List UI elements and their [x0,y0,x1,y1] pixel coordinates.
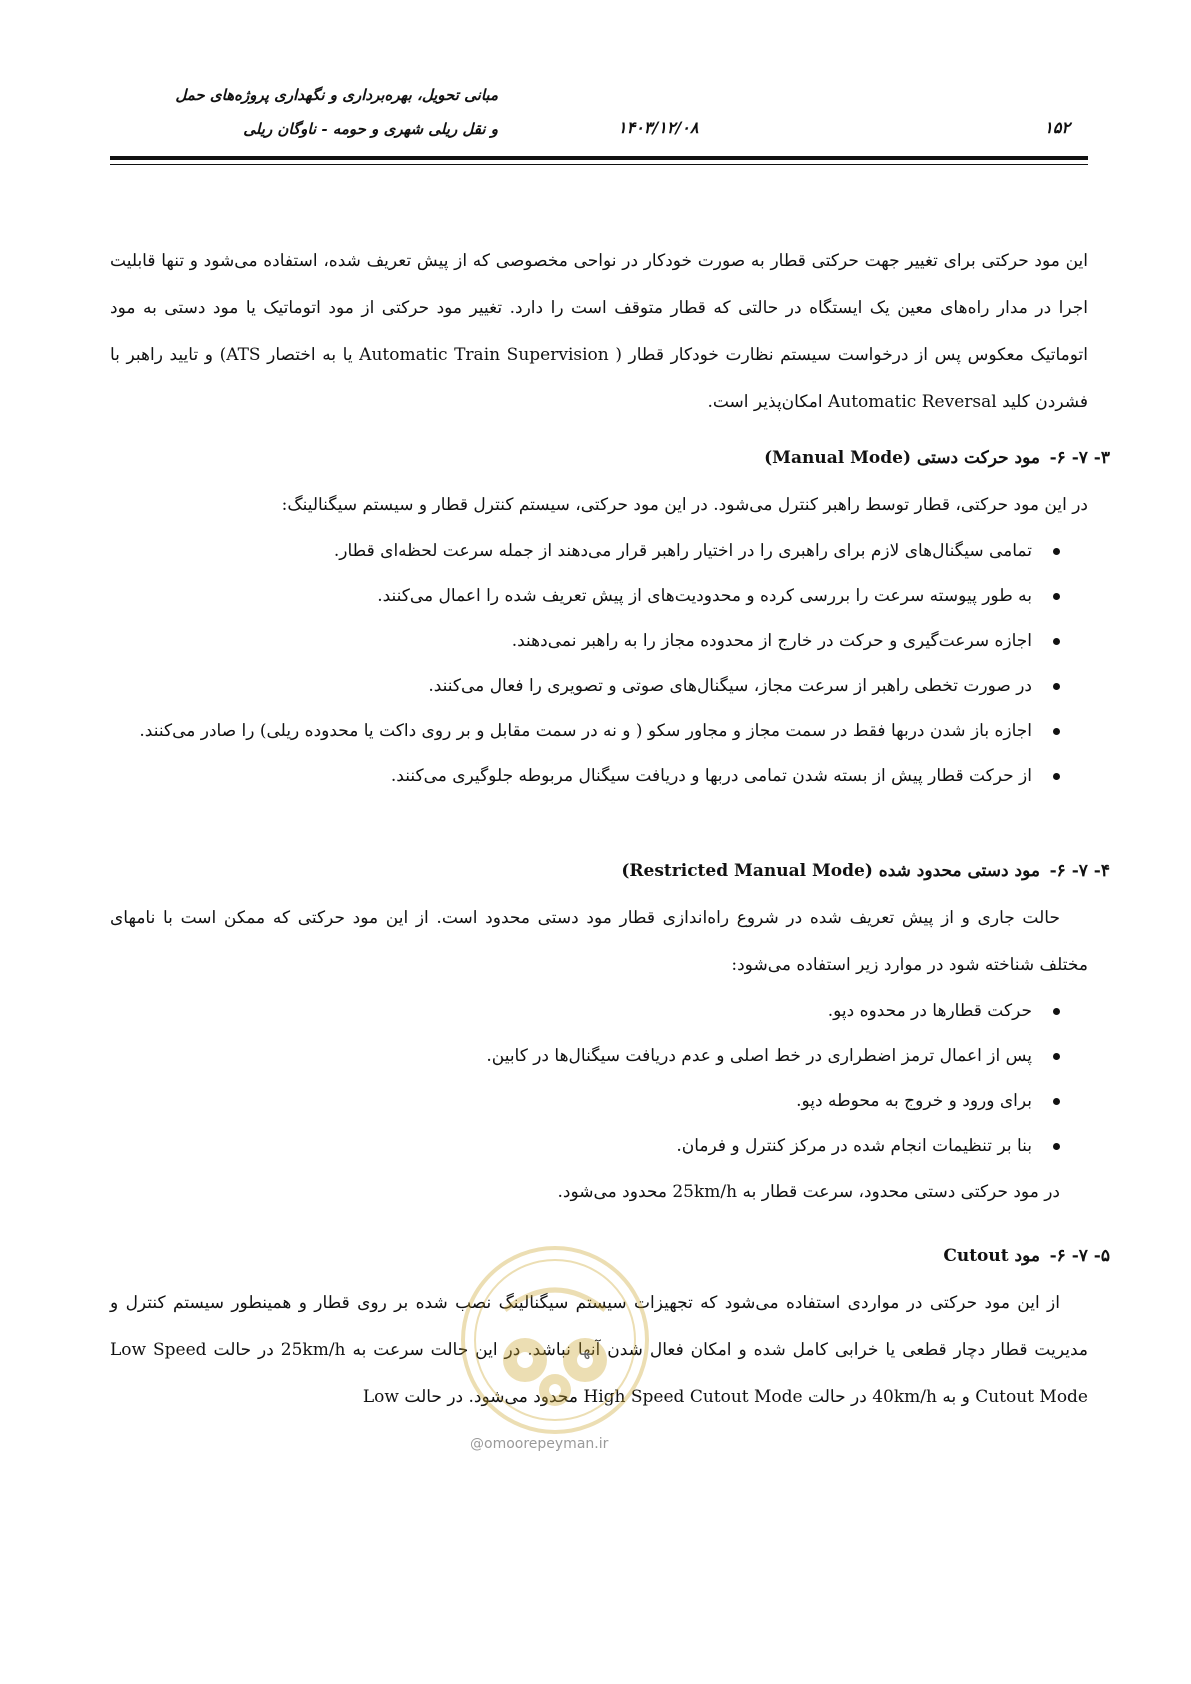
bullet-icon [1053,1143,1060,1150]
list-item: اجازه سرعت‌گیری و حرکت در خارج از محدوده مجاز را به راهبر نمی‌دهند. [110,619,1060,664]
bullet-icon [1053,728,1060,735]
section-heading-restricted-manual-mode [110,847,1110,895]
page-number: ۱۵۲ [1044,118,1070,137]
section-number: -۶ -۷ -۵ [1049,1246,1110,1266]
bullet-icon [1053,1008,1060,1015]
section-lead: در این مود حرکتی، قطار توسط راهبر کنترل می‌شود. در این مود حرکتی، سیستم کنترل قطار و سیستم سیگنالینگ: [281,495,1088,515]
bullet-list-restricted-mode [110,989,1088,1169]
header-date: ۱۴۰۳/۱۲/۰۸ [618,118,699,137]
list-item: تمامی سیگنال‌های لازم برای راهبری را در اختیار راهبر قرار می‌دهند از جمله سرعت لحظه‌ای قطار. [110,529,1060,574]
section-title: مود حرکت دستی (Manual Mode) [764,448,1040,468]
header-title-line1: مبانی تحویل، بهره‌برداری و نگهداری پروژه‌های حمل [175,86,498,104]
bullet-icon [1053,593,1060,600]
bullet-list-manual-mode [110,529,1088,799]
bullet-icon [1053,773,1060,780]
page-header [110,82,1088,152]
bullet-icon [1053,1053,1060,1060]
watermark-url: @omoorepeyman.ir [470,1436,609,1452]
list-item: برای ورود و خروج به محوطه دپو. [110,1079,1060,1124]
section-title: مود Cutout [943,1246,1040,1266]
section-heading-manual-mode [110,434,1110,482]
list-item: بنا بر تنظیمات انجام شده در مرکز کنترل و فرمان. [110,1124,1060,1169]
bullet-icon [1053,1098,1060,1105]
intro-paragraph: این مود حرکتی برای تغییر جهت حرکتی قطار به صورت خودکار در نواحی مخصوصی که از پیش تعریف شده، استفاده می‌شود و تنها قابلیت اجرا در مدار راه‌های معین یک ایستگاه در حالتی که قطار متوقف است را دارد. تغییر مود حرکتی از مود اتوماتیک یا مود دستی به مود اتوماتیک معکوس پس از درخواست سیستم نظارت خودکار قطار ( Automatic Train Supervision یا به اختصار ATS) و تایید راهبر با فشردن کلید Automatic Reversal امکان‌پذیر است. [110,251,1088,412]
section-lead: حالت جاری و از پیش تعریف شده در شروع راه‌اندازی قطار مود دستی محدود است. از این مود حرکتی که ممکن است با نامهای مختلف شناخته شود در موارد زیر استفاده می‌شود: [110,908,1088,975]
section-number: -۶ -۷ -۳ [1049,448,1110,468]
section-paragraph: از این مود حرکتی در مواردی استفاده می‌شود که تجهیزات سیستم سیگنالینگ نصب شده بر روی قطار و همینطور سیستم کنترل و مدیریت قطار دچار قطعی یا خرابی کامل شده و امکان فعال شدن آنها نباشد. در این حالت سرعت به 25km/h در حالت Low Speed Cutout Mode و به 40km/h در حالت High Speed Cutout Mode محدود می‌شود. در حالت Low [110,1293,1088,1407]
list-item: اجازه باز شدن دربها فقط در سمت مجاز و مجاور سکو ( و نه در سمت مقابل و بر روی داکت یا محدوده ریلی) را صادر می‌کنند. [110,709,1088,754]
header-rule-thick [110,156,1088,160]
header-title-line2: و نقل ریلی شهری و حومه - ناوگان ریلی [243,120,498,138]
bullet-icon [1053,638,1060,645]
section-closing: در مود حرکتی دستی محدود، سرعت قطار به 25km/h محدود می‌شود. [557,1182,1060,1202]
list-item: پس از اعمال ترمز اضطراری در خط اصلی و عدم دریافت سیگنال‌ها در کابین. [110,1034,1060,1079]
section-number: -۶ -۷ -۴ [1049,861,1110,881]
list-item: به طور پیوسته سرعت را بررسی کرده و محدودیت‌های از پیش تعریف شده را اعمال می‌کنند. [110,574,1060,619]
header-rule-thin [110,164,1088,165]
section-title: مود دستی محدود شده (Restricted Manual Mode) [621,861,1040,881]
bullet-icon [1053,683,1060,690]
list-item: حرکت قطارها در محدوه دپو. [110,989,1060,1034]
list-item: از حرکت قطار پیش از بسته شدن تمامی دربها و دریافت سیگنال مربوطه جلوگیری می‌کنند. [110,754,1060,799]
watermark-logo-icon [455,1240,655,1440]
bullet-icon [1053,548,1060,555]
list-item: در صورت تخطی راهبر از سرعت مجاز، سیگنال‌های صوتی و تصویری را فعال می‌کنند. [110,664,1060,709]
